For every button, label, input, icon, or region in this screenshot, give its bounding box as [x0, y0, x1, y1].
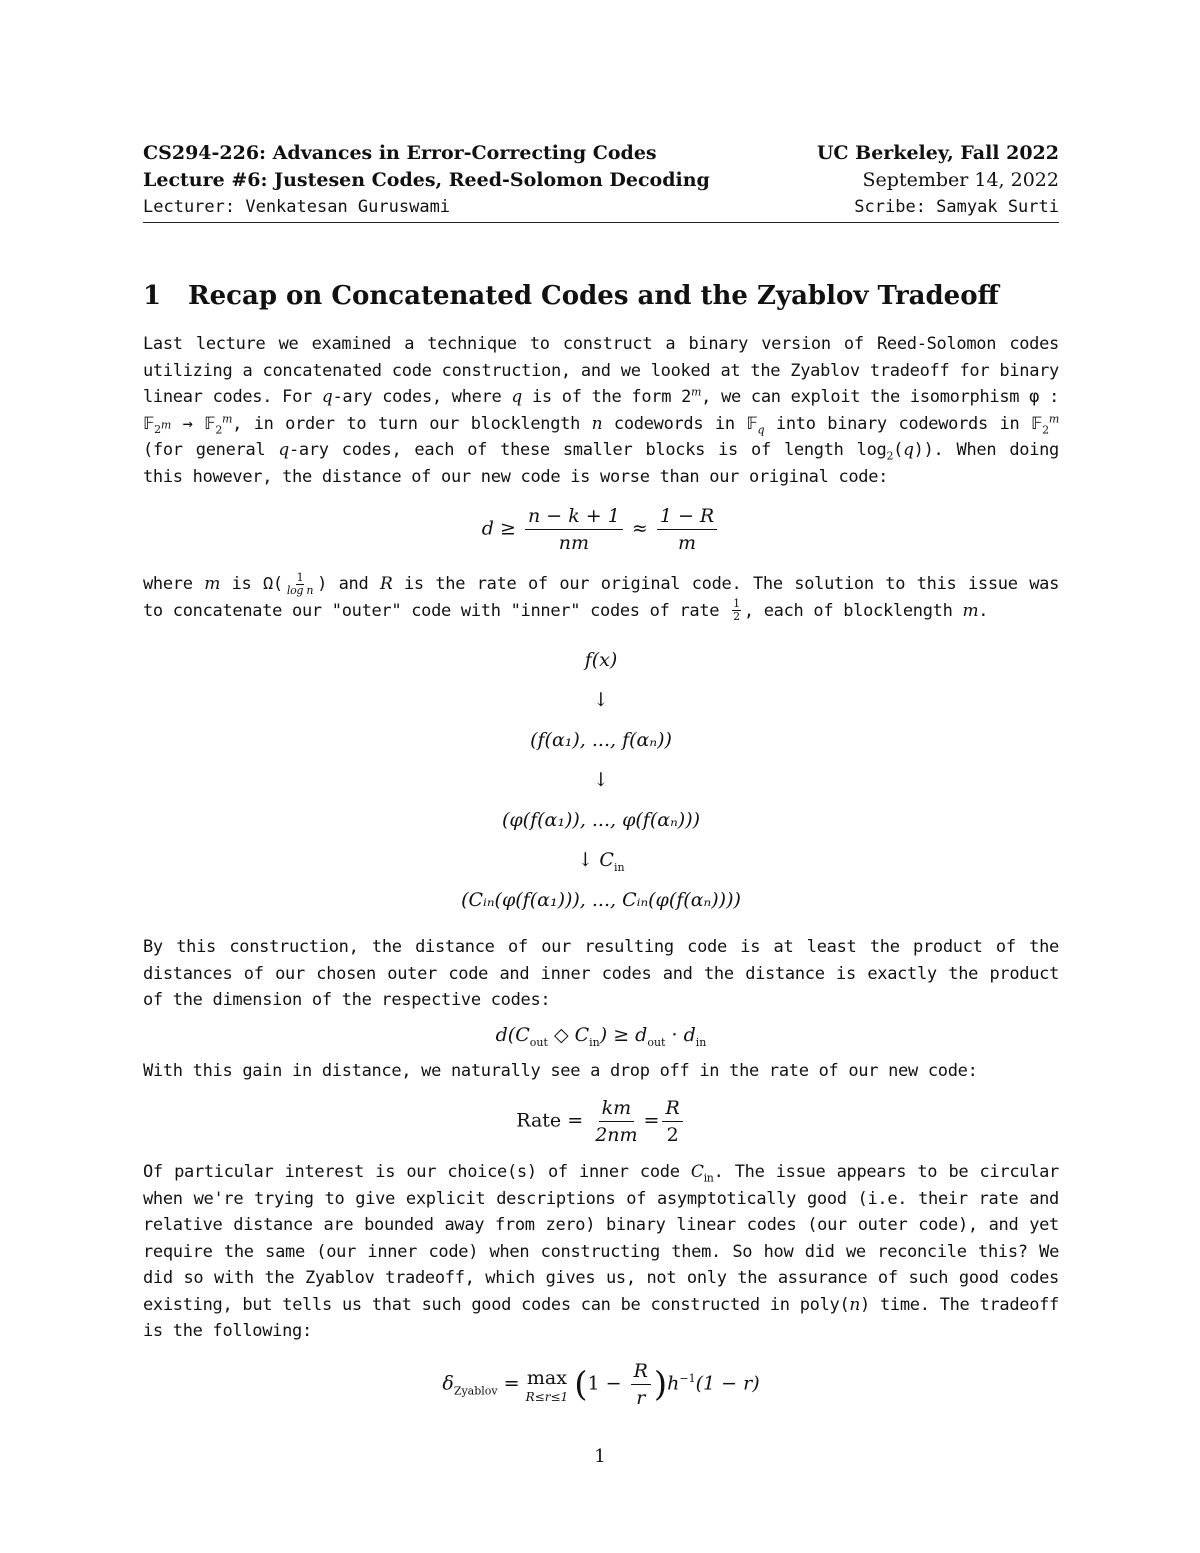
paragraph-rate-drop: With this gain in distance, we naturally see a drop off in the rate of our new code:: [143, 1060, 978, 1081]
chain-step-binary: (φ(f(α₁)), ..., φ(f(αₙ))): [501, 809, 701, 831]
section-title: Recap on Concatenated Codes and the Zyablov Tradeoff: [188, 281, 999, 311]
chain-step-encoded: (Cᵢₙ(φ(f(α₁))), ..., Cᵢₙ(φ(f(αₙ)))): [461, 889, 741, 911]
concatenation-diagram: [143, 640, 1059, 920]
section-number: 1: [143, 281, 162, 311]
zyablov-equation: $\delta_{Zyablov}$ = max R≤r≤1 (1 − $\frac{R}{r}$ )$h^{-1}(1 - r)$: [442, 1359, 760, 1409]
paragraph-inner-code: Of particular interest is our choice(s) of inner code $C_{in}$. The issue appears to be circular when we're trying to give explicit descriptions of asymptotically good (i.e. their rate and relative distance are bounded away from zero) binary linear codes (our outer code), and yet require the same (our inner code) when constructing them. So how did we reconcile this? We did so with the Zyablov tradeoff, which gives us, not only the assurance of such good codes existing, but tells us that such good codes can be constructed in poly(n) time. The tradeoff is the following:: [143, 1162, 1059, 1341]
chain-step-evaluations: (f(α₁), ..., f(αₙ)): [530, 729, 672, 751]
paragraph-distance-product: By this construction, the distance of our resulting code is at least the product of the distances of our chosen outer code and inner codes and the distance is exactly the product of the dimension of the respective codes:: [143, 937, 1059, 1010]
lecturer: Lecturer: Venkatesan Guruswami: [143, 197, 451, 217]
distance-bound-equation: d ≥ $\frac{n - k + 1}{nm}$ ≈ $\frac{1 - R}{m}$: [143, 504, 1059, 555]
paragraph-rate-note: where m is Ω( $\frac{1}{\text{log n}}$ ) and R is the rate of our original code. The solution to this issue was to concatenate our "outer" code with "inner" codes of rate $\frac{1}{2}$ , each of blocklength m.: [143, 570, 1060, 623]
course-title: CS294-226: Advances in Error-Correcting Codes: [143, 142, 657, 164]
lecture-date: September 14, 2022: [862, 169, 1059, 191]
rate-equation: Rate = $\frac{km}{2nm}$ = $\frac{R}{2}$: [143, 1096, 1059, 1147]
concatenated-distance-equation: $d(C_{out}$ ◇ $C_{in}) \ge d_{out} \cdot d_{in}$: [495, 1023, 707, 1049]
down-arrow-icon: ↓: [593, 769, 609, 791]
down-arrow-icon: ↓: [593, 689, 609, 711]
paragraph-intro: Last lecture we examined a technique to construct a binary version of Reed-Solomon codes utilizing a concatenated code construction, and we looked at the Zyablov tradeoff for binary linear codes. For q-ary codes, where q is of the form 2$^m$, we can exploit the isomorphism φ : 𝔽$_{2^m}$ → 𝔽$_2^m$, in order to turn our blocklength n codewords in 𝔽$_q$ into binary codewords in 𝔽$_2^m$ (for general q-ary codes, each of these smaller blocks is of length $\log_2(q)$). When doing this however, the distance of our new code is worse than our original code:: [143, 334, 1060, 487]
chain-step-polynomial: f(x): [584, 649, 618, 671]
lecture-title: Lecture #6: Justesen Codes, Reed-Solomon Decoding: [143, 169, 710, 191]
page-number: 1: [594, 1446, 606, 1467]
institution: UC Berkeley, Fall 2022: [816, 142, 1059, 164]
page-body: [143, 140, 1059, 1410]
scribe: Scribe: Samyak Surti: [854, 197, 1059, 217]
down-arrow-cin-icon: ↓ $C_{in}$: [577, 849, 625, 874]
header-rule: [143, 222, 1059, 223]
lecture-header: [143, 140, 1059, 223]
section-heading: [143, 279, 1059, 313]
